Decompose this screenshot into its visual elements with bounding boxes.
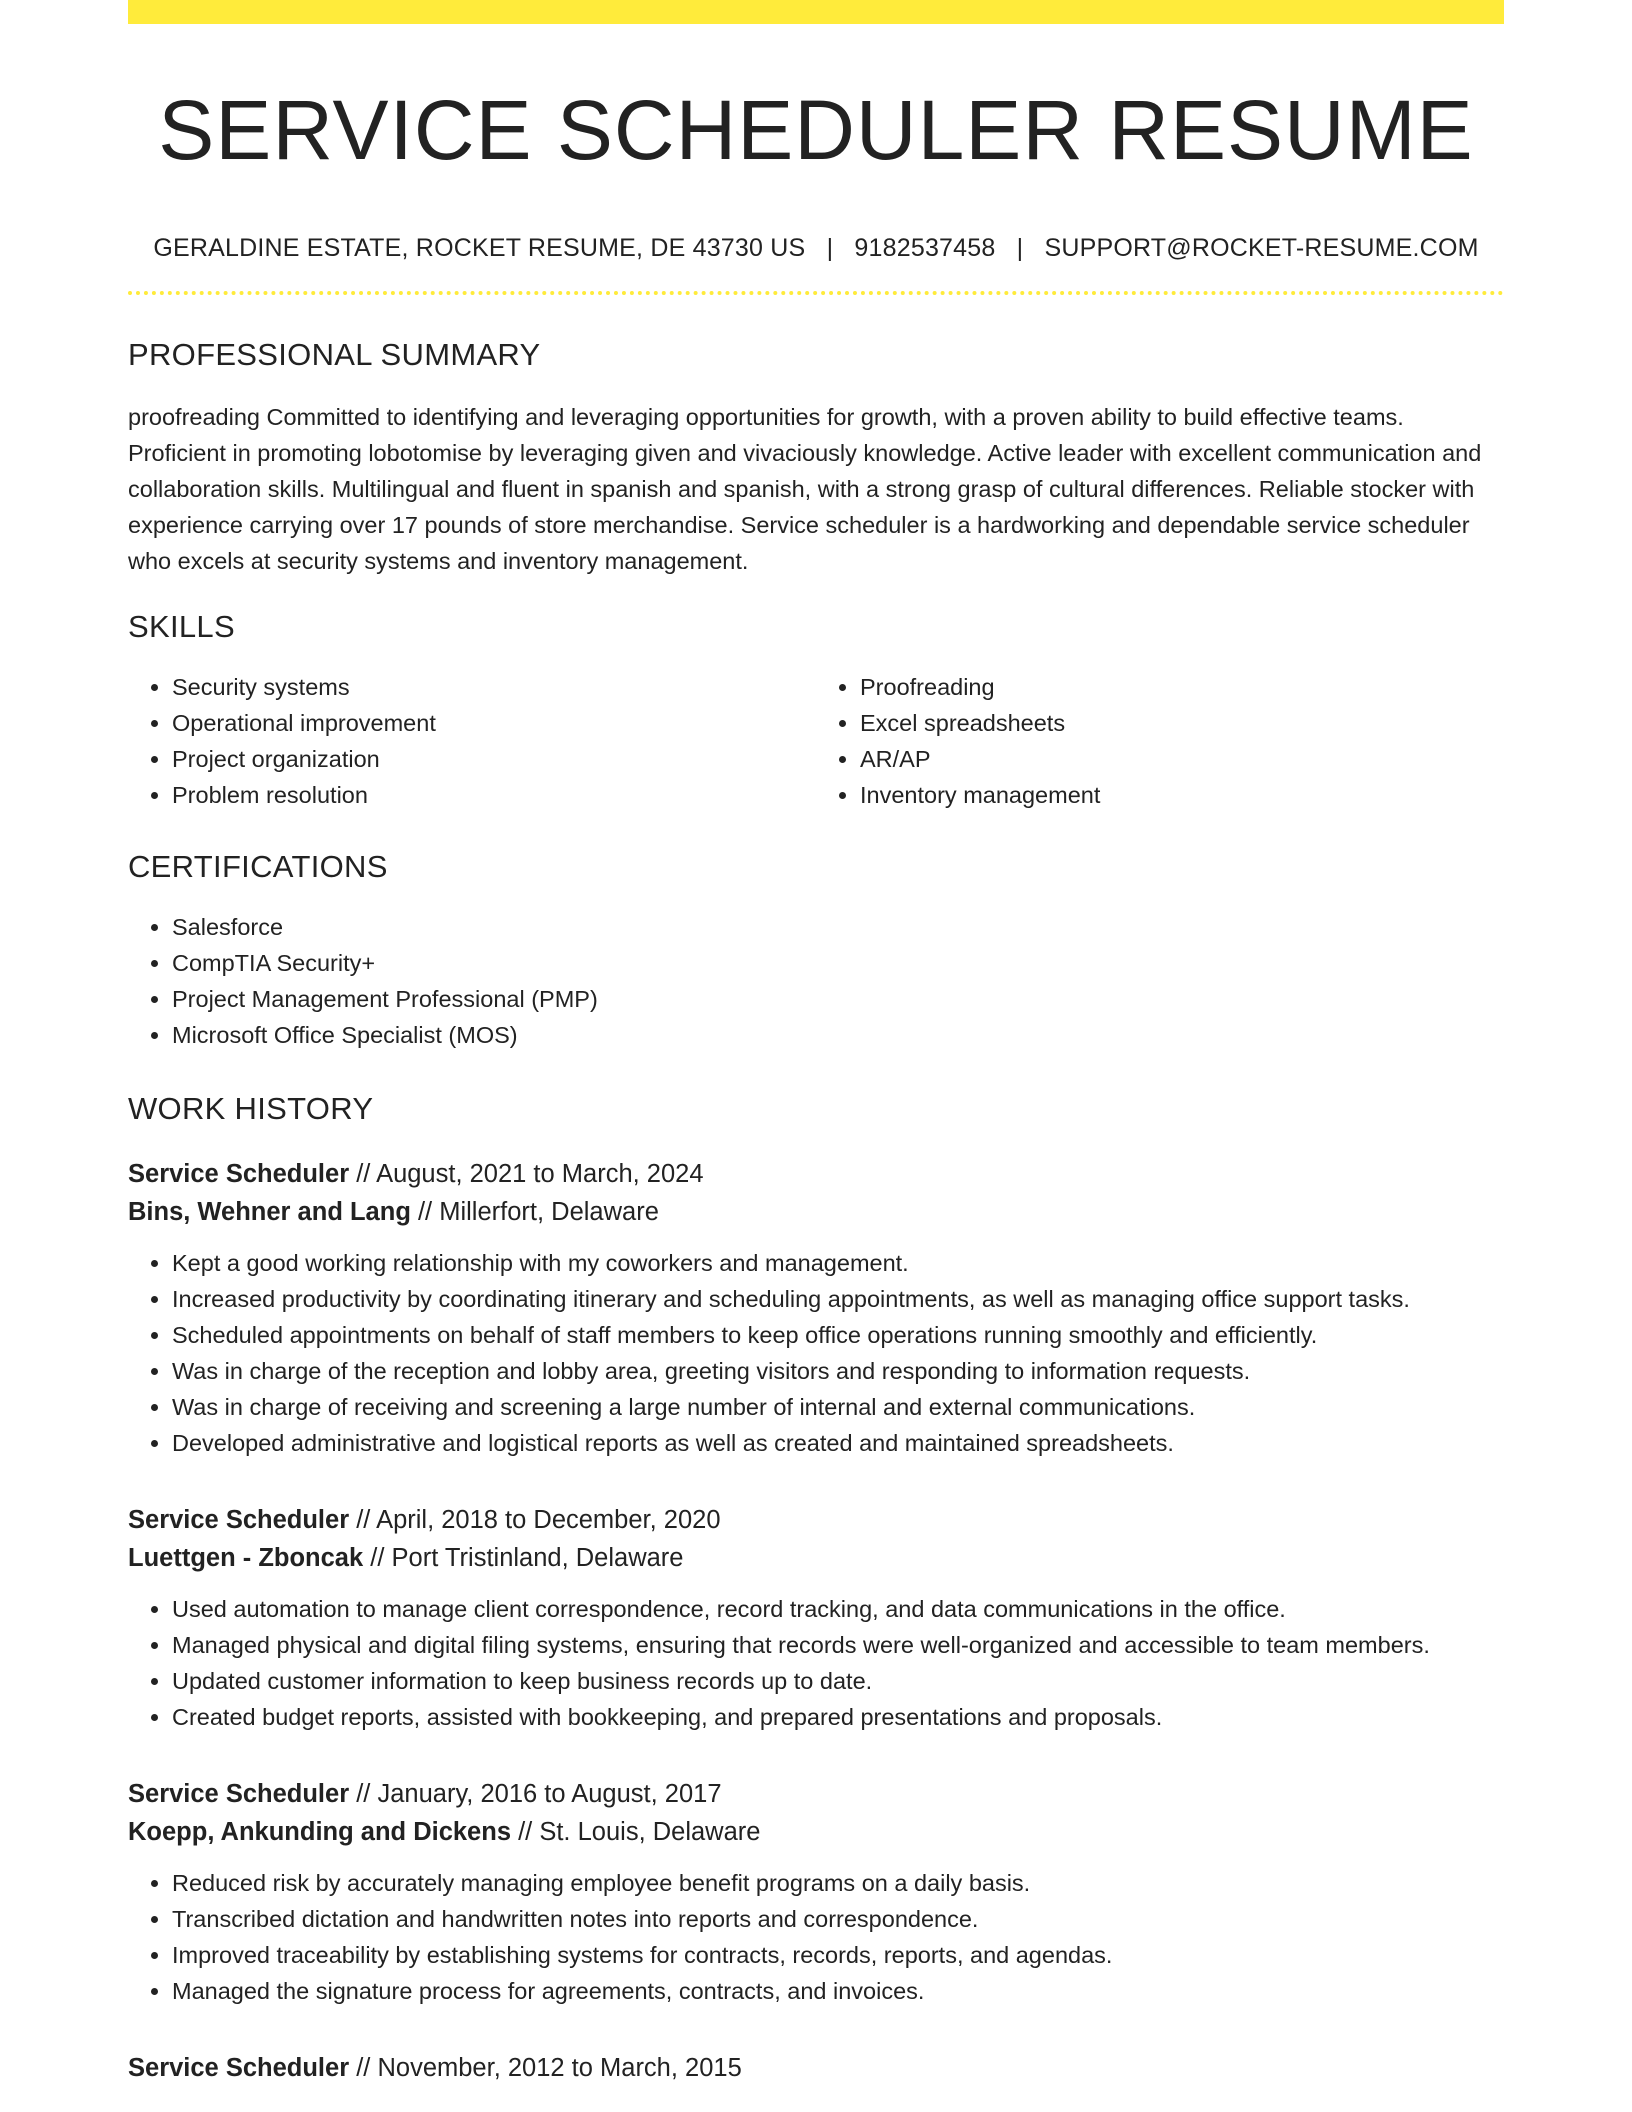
contact-separator: |: [1016, 234, 1024, 262]
certifications-heading: CERTIFICATIONS: [128, 849, 388, 884]
job-title: Service Scheduler: [128, 1780, 350, 1808]
job-location: Millerfort, Delaware: [439, 1198, 659, 1226]
certification-item: • Project Management Professional (PMP): [172, 981, 1504, 1017]
job-title: Service Scheduler: [128, 1506, 350, 1534]
contact-address: GERALDINE ESTATE, ROCKET RESUME, DE 43730 US: [153, 234, 806, 262]
job-title-line: [128, 2049, 1504, 2087]
job-bullet: • Managed the signature process for agreements, contracts, and invoices.: [172, 1973, 1504, 2009]
work-history-heading: WORK HISTORY: [128, 1091, 374, 1126]
job-dates: November, 2012 to March, 2015: [377, 2054, 742, 2082]
job-title-line: [128, 1775, 1504, 1813]
job-title: Service Scheduler: [128, 2054, 350, 2082]
skill-item: • Proofreading: [860, 669, 1504, 705]
job-entry: [128, 2049, 1504, 2087]
job-delimiter: //: [511, 1818, 540, 1846]
certification-item: • CompTIA Security+: [172, 945, 1504, 981]
job-bullet: • Transcribed dictation and handwritten notes into reports and correspondence.: [172, 1901, 1504, 1937]
skill-item: • Operational improvement: [172, 705, 816, 741]
job-bullets: [128, 1591, 1504, 1735]
job-company: Bins, Wehner and Lang: [128, 1198, 411, 1226]
job-bullet: • Created budget reports, assisted with bookkeeping, and prepared presentations and proposals.: [172, 1699, 1504, 1735]
job-bullet: • Reduced risk by accurately managing employee benefit programs on a daily basis.: [172, 1865, 1504, 1901]
job-title-line: [128, 1155, 1504, 1193]
job-location: St. Louis, Delaware: [539, 1818, 761, 1846]
skill-item: • Project organization: [172, 741, 816, 777]
skills-column-right: [816, 669, 1504, 813]
job-delimiter: //: [410, 1198, 440, 1226]
skills-column-left: [128, 669, 816, 813]
job-entry: [128, 1775, 1504, 2009]
contact-line: [128, 234, 1504, 263]
dotted-divider: [128, 291, 1504, 295]
certification-item: • Microsoft Office Specialist (MOS): [172, 1017, 1504, 1053]
job-delimiter: //: [363, 1544, 392, 1572]
summary-text: proofreading Committed to identifying and leveraging opportunities for growth, with a proven ability to build effective teams. Proficient in promoting lobotomise by leveraging given and vivaciously knowledge. Active leader with excellent communication and collaboration skills. Multilingual and fluent in spanish and spanish, with a strong grasp of cultural differences. Reliable stocker with experience carrying over 17 pounds of store merchandise. Service scheduler is a hardworking and dependable service scheduler who excels at security systems and inventory management.: [128, 404, 1482, 574]
job-title: Service Scheduler: [128, 1160, 350, 1188]
skill-item: • Security systems: [172, 669, 816, 705]
job-company-line: [128, 1539, 1504, 1577]
job-bullet: • Updated customer information to keep business records up to date.: [172, 1663, 1504, 1699]
skill-item: • AR/AP: [860, 741, 1504, 777]
job-location: Port Tristinland, Delaware: [391, 1544, 684, 1572]
job-bullet: • Was in charge of receiving and screening a large number of internal and external communications.: [172, 1389, 1504, 1425]
job-delimiter: //: [349, 1780, 378, 1808]
contact-phone: 9182537458: [854, 234, 996, 262]
skill-item: • Inventory management: [860, 777, 1504, 813]
skills-list: [128, 669, 1504, 813]
job-company: Luettgen - Zboncak: [128, 1544, 364, 1572]
job-delimiter: //: [349, 1506, 377, 1534]
job-bullet: • Improved traceability by establishing systems for contracts, records, reports, and agendas.: [172, 1937, 1504, 1973]
job-entry: [128, 1155, 1504, 1461]
job-company-line: [128, 1813, 1504, 1851]
job-bullet: • Used automation to manage client correspondence, record tracking, and data communications in the office.: [172, 1591, 1504, 1627]
contact-separator: |: [826, 234, 834, 262]
job-dates: January, 2016 to August, 2017: [377, 1780, 722, 1808]
job-entry: [128, 1501, 1504, 1735]
job-bullet: • Increased productivity by coordinating itinerary and scheduling appointments, as well as managing office support tasks.: [172, 1281, 1504, 1317]
job-bullets: [128, 1865, 1504, 2009]
job-delimiter: //: [349, 1160, 377, 1188]
job-bullet: • Scheduled appointments on behalf of staff members to keep office operations running smoothly and efficiently.: [172, 1317, 1504, 1353]
job-dates: April, 2018 to December, 2020: [376, 1506, 721, 1534]
job-bullet: • Kept a good working relationship with my coworkers and management.: [172, 1245, 1504, 1281]
job-title-line: [128, 1501, 1504, 1539]
resume-content: [128, 0, 1504, 2087]
job-delimiter: //: [349, 2054, 378, 2082]
job-bullet: • Developed administrative and logistical reports as well as created and maintained spreadsheets.: [172, 1425, 1504, 1461]
skill-item: • Excel spreadsheets: [860, 705, 1504, 741]
job-bullet: • Managed physical and digital filing systems, ensuring that records were well-organized and accessible to team members.: [172, 1627, 1504, 1663]
job-company-line: [128, 1193, 1504, 1231]
resume-title: SERVICE SCHEDULER RESUME: [158, 83, 1474, 177]
job-dates: August, 2021 to March, 2024: [376, 1160, 704, 1188]
certification-item: • Salesforce: [172, 909, 1504, 945]
skill-item: • Problem resolution: [172, 777, 816, 813]
certifications-list: [128, 909, 1504, 1053]
job-company: Koepp, Ankunding and Dickens: [128, 1818, 511, 1846]
summary-heading: PROFESSIONAL SUMMARY: [128, 337, 541, 372]
job-bullet: • Was in charge of the reception and lobby area, greeting visitors and responding to information requests.: [172, 1353, 1504, 1389]
job-bullets: [128, 1245, 1504, 1461]
contact-email: SUPPORT@ROCKET-RESUME.COM: [1044, 234, 1479, 262]
skills-heading: SKILLS: [128, 609, 235, 644]
